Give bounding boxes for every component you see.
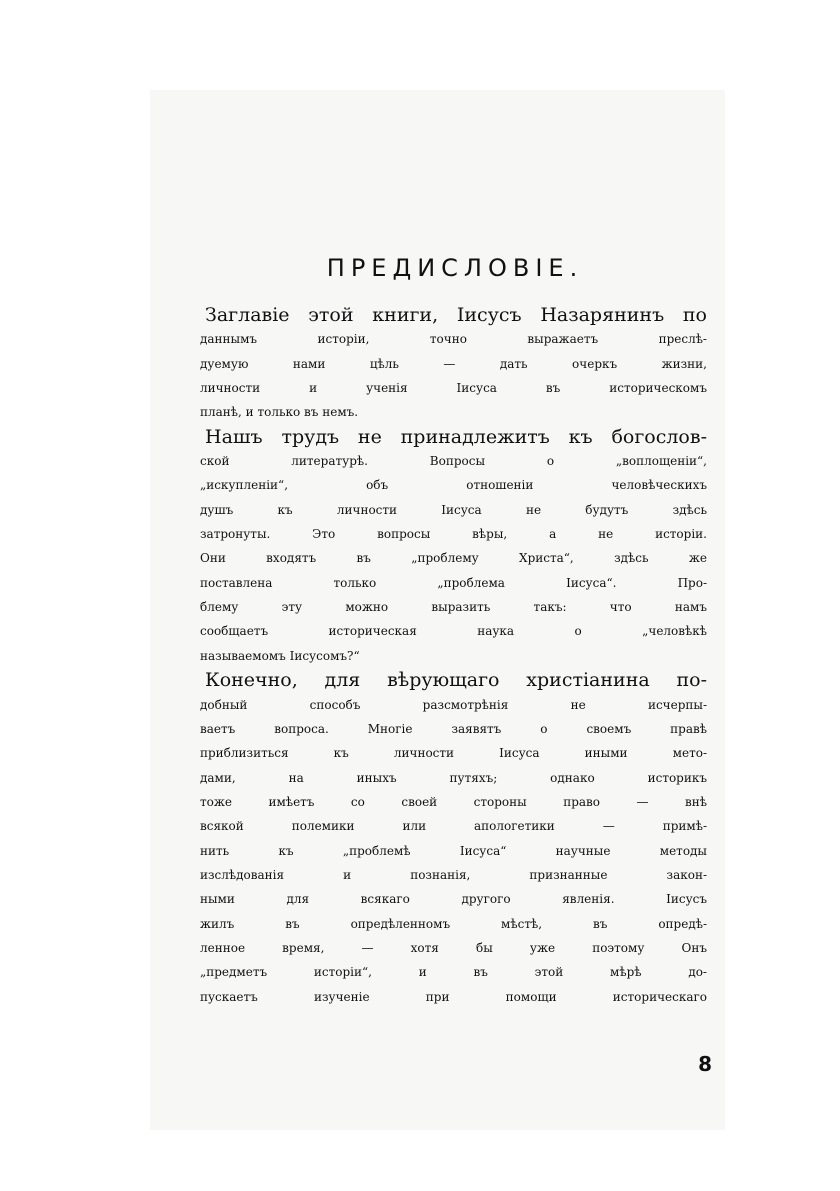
chapter-title: ПРЕДИСЛОВІЕ. bbox=[326, 254, 584, 282]
text-line: личности и ученія Іисуса въ историческомъ bbox=[200, 381, 707, 396]
text-line: душъ къ личности Іисуса не будутъ здѣсь bbox=[200, 502, 707, 517]
body-text bbox=[200, 303, 707, 1009]
text-line: Нашъ трудъ не принадлежитъ къ богослов- bbox=[205, 425, 707, 448]
text-line: Они входятъ въ „проблему Христа“, здѣсь же bbox=[200, 551, 707, 566]
text-line: планѣ, и только въ немъ. bbox=[200, 405, 359, 420]
text-line: затронуты. Это вопросы вѣры, а не исторіи. bbox=[200, 527, 707, 542]
text-line: дами, на иныхъ путяхъ; однако историкъ bbox=[200, 770, 707, 785]
text-line: Конечно, для вѣрующаго христіанина по- bbox=[205, 669, 707, 692]
text-line: называемомъ Іисусомъ?“ bbox=[200, 648, 360, 663]
text-line: даннымъ исторіи, точно выражаетъ преслѣ- bbox=[200, 332, 707, 347]
text-line: изслѣдованія и познанія, признанные закон- bbox=[200, 867, 707, 882]
text-line: пускаетъ изученіе при помощи историческаго bbox=[200, 989, 707, 1004]
text-line: Заглавіе этой книги, Іисусъ Назарянинъ по bbox=[205, 304, 707, 326]
text-line: ными для всякаго другого явленія. Іисусъ bbox=[200, 892, 707, 907]
text-line: ваетъ вопроса. Многіе заявятъ о своемъ правѣ bbox=[200, 721, 707, 736]
text-line: приблизиться къ личности Іисуса иными мето- bbox=[200, 746, 707, 761]
text-line: ской литературѣ. Вопросы о „воплощеніи“, bbox=[200, 454, 707, 469]
text-line: ленное время, — хотя бы уже поэтому Онъ bbox=[200, 940, 707, 955]
text-line: всякой полемики или апологетики — примѣ- bbox=[200, 819, 707, 834]
text-line: нить къ „проблемѣ Іисуса“ научные методы bbox=[200, 843, 707, 858]
text-line: сообщаетъ историческая наука о „человѣкѣ bbox=[200, 624, 707, 639]
text-line: дуемую нами цѣль — дать очеркъ жизни, bbox=[200, 356, 707, 371]
text-line: блему эту можно выразить такъ: что намъ bbox=[200, 600, 707, 615]
page-number: 8 bbox=[698, 1052, 712, 1076]
text-line: „предметъ исторіи“, и въ этой мѣрѣ до- bbox=[200, 965, 707, 980]
text-line: тоже имѣетъ со своей стороны право — внѣ bbox=[200, 794, 707, 809]
text-line: „искупленіи“, объ отношеніи человѣческихъ bbox=[200, 478, 707, 493]
text-line: жилъ въ опредѣленномъ мѣстѣ, въ опредѣ- bbox=[200, 916, 707, 931]
text-line: поставлена только „проблема Іисуса“. Про- bbox=[200, 575, 707, 590]
text-line: добный способъ разсмотрѣнія не исчерпы- bbox=[200, 697, 707, 712]
